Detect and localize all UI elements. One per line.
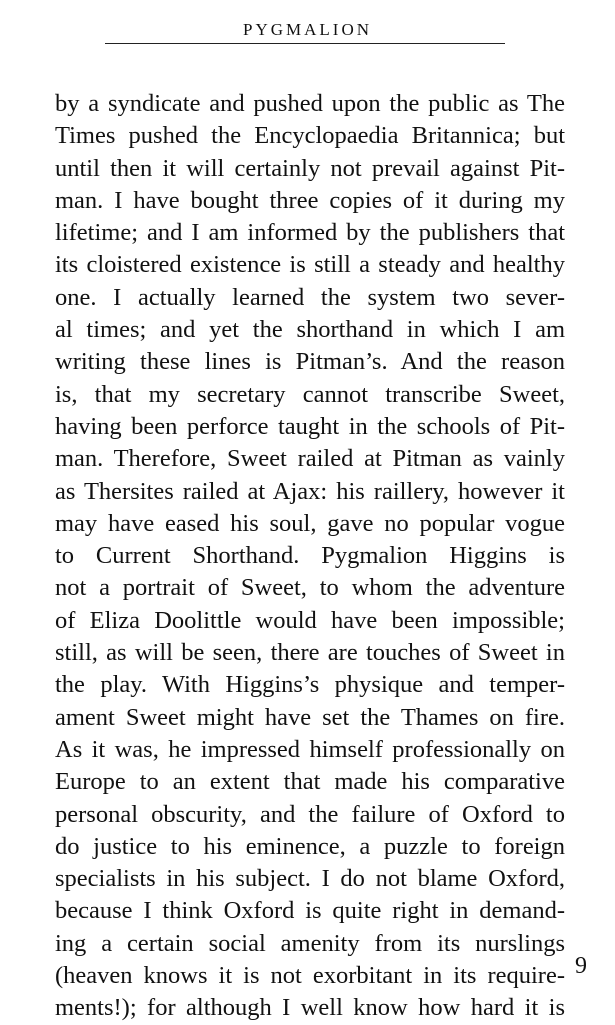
text-line: Europe to an extent that made his comparative (55, 768, 565, 796)
text-line: until then it will certainly not prevail against Pit- (55, 154, 565, 182)
text-line: having been perforce taught in the schools of Pit- (55, 412, 565, 440)
header-rule (105, 43, 505, 44)
text-line: Times pushed the Encyclopaedia Britannica; but (55, 122, 565, 150)
text-line: man. I have bought three copies of it during my (55, 186, 565, 214)
text-line: as Thersites railed at Ajax: his raillery, however it (55, 477, 565, 505)
text-line: of Eliza Doolittle would have been impossible; (55, 606, 565, 634)
text-line: one. I actually learned the system two sever- (55, 283, 565, 311)
text-line: not a portrait of Sweet, to whom the adventure (55, 574, 565, 602)
text-line: the play. With Higgins’s physique and temper- (55, 671, 565, 699)
body-text (55, 88, 565, 1025)
text-line: As it was, he impressed himself professionally on (55, 735, 565, 763)
text-line: to Current Shorthand. Pygmalion Higgins is (55, 542, 565, 570)
text-line: is, that my secretary cannot transcribe Sweet, (55, 380, 565, 408)
text-line: do justice to his eminence, a puzzle to foreign (55, 832, 565, 860)
text-line: by a syndicate and pushed upon the public as The (55, 90, 565, 117)
page-number: 9 (575, 953, 587, 979)
text-line: ament Sweet might have set the Thames on fire. (55, 703, 565, 731)
text-line: lifetime; and I am informed by the publishers that (55, 219, 565, 247)
text-line: ments!); for although I well know how hard it is (55, 994, 565, 1022)
text-line: personal obscurity, and the failure of Oxford to (55, 800, 565, 828)
text-line: al times; and yet the shorthand in which I am (55, 316, 565, 344)
text-line: because I think Oxford is quite right in demand- (55, 897, 565, 925)
text-line: (heaven knows it is not exorbitant in its require- (55, 962, 565, 990)
text-line: ing a certain social amenity from its nurslings (55, 929, 565, 957)
text-line: writing these lines is Pitman’s. And the reason (55, 348, 565, 376)
running-header: PYGMALION (243, 20, 372, 39)
text-line: may have eased his soul, gave no popular vogue (55, 509, 565, 537)
text-line: its cloistered existence is still a steady and healthy (55, 251, 565, 279)
text-line: specialists in his subject. I do not blame Oxford, (55, 865, 565, 893)
text-line: man. Therefore, Sweet railed at Pitman as vainly (55, 445, 565, 473)
text-line: still, as will be seen, there are touches of Sweet in (55, 639, 565, 667)
